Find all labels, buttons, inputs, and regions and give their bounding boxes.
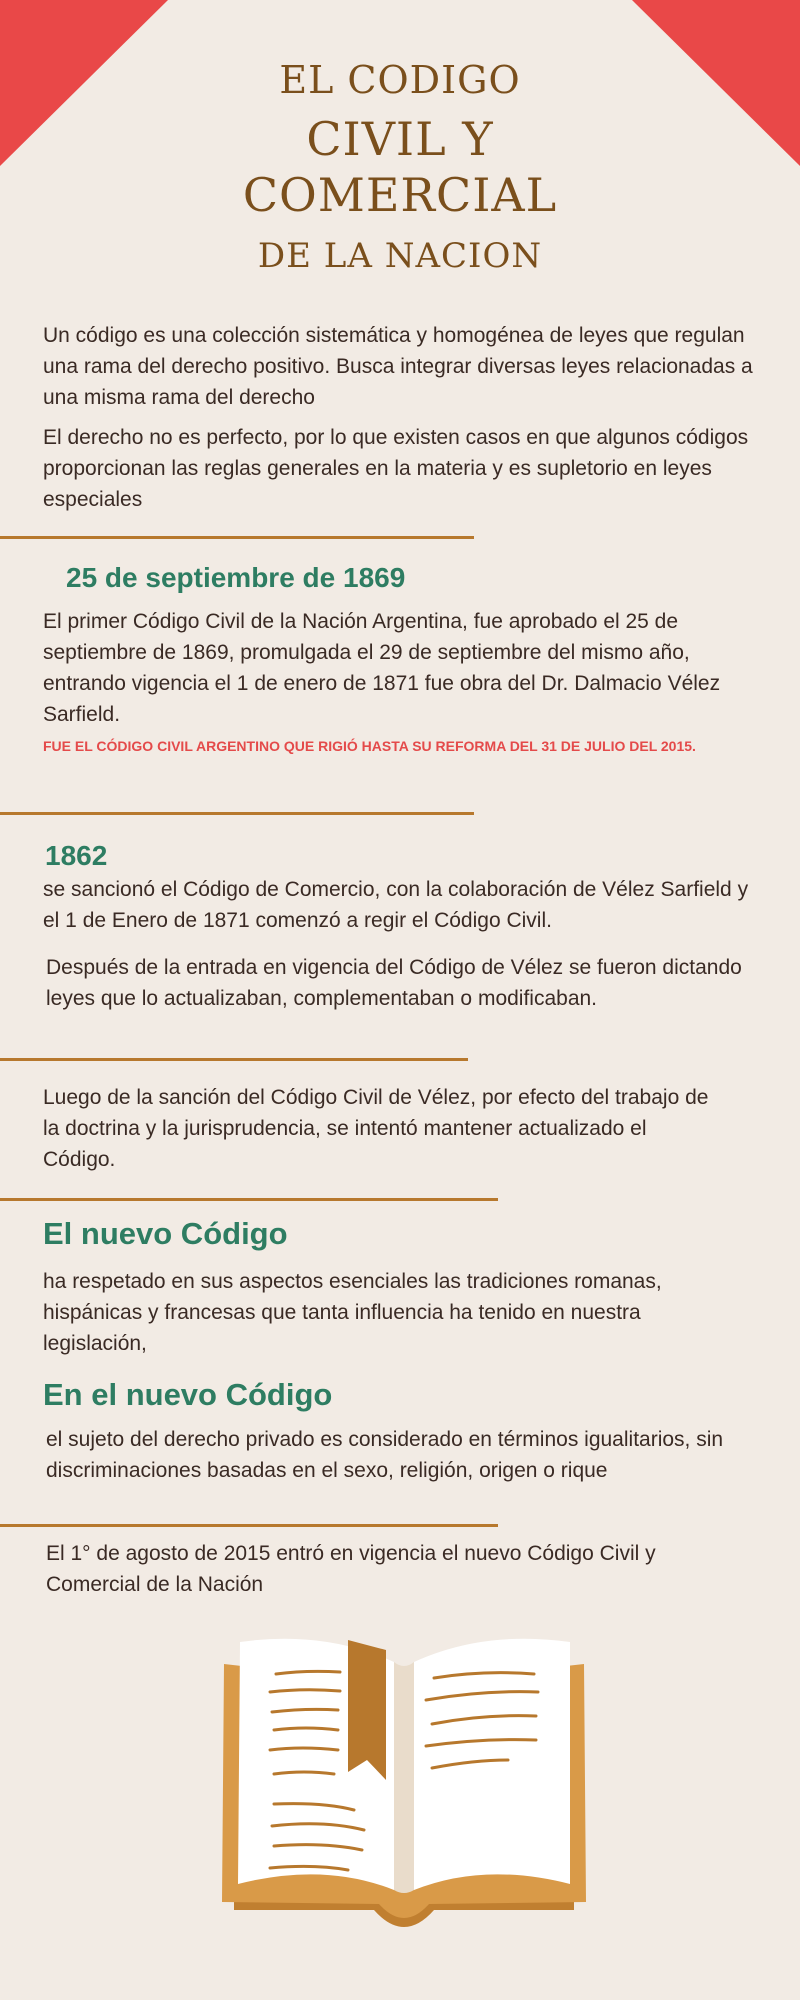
section-1862-body-2: Después de la entrada en vigencia del Código de Vélez se fueron dictando leyes que lo actualizaban, complementaban o modificaban.	[46, 956, 742, 1010]
section-heading-in-new-code: En el nuevo Código	[43, 1377, 333, 1412]
title-line-2: CIVIL Y	[306, 112, 494, 166]
divider	[0, 812, 474, 815]
in-new-code-body: el sujeto del derecho privado es considerado en términos igualitarios, sin discriminaciones basadas en el sexo, religión, origen o rique	[46, 1428, 724, 1482]
section-heading-new-code: El nuevo Código	[43, 1216, 288, 1251]
closing-paragraph: El 1° de agosto de 2015 entró en vigencia el nuevo Código Civil y Comercial de la Nación	[46, 1542, 656, 1596]
section-1869-body: El primer Código Civil de la Nación Argentina, fue aprobado el 25 de septiembre de 1869, promulgada el 29 de septiembre del mismo año, entrando vigencia el 1 de enero de 1871 fue obra del Dr. Dalmacio Vélez Sarfield.	[43, 610, 721, 726]
title-line-3: COMERCIAL	[242, 168, 558, 222]
intro-paragraph-2: El derecho no es perfecto, por lo que existen casos en que algunos códigos proporcionan las reglas generales en la materia y es supletorio en leyes especiales	[43, 426, 749, 511]
new-code-body: ha respetado en sus aspectos esenciales las tradiciones romanas, hispánicas y francesas que tanta influencia ha tenido en nuestra legislación,	[43, 1270, 662, 1355]
open-book-icon	[214, 1634, 594, 1944]
section-1862-body: se sancionó el Código de Comercio, con la colaboración de Vélez Sarfield y el 1 de Enero de 1871 comenzó a regir el Código Civil.	[43, 878, 749, 932]
title-line-1: EL CODIGO	[279, 58, 521, 102]
divider	[0, 1058, 468, 1061]
divider	[0, 1198, 498, 1201]
divider	[0, 536, 474, 539]
section-1869-note: FUE EL CÓDIGO CIVIL ARGENTINO QUE RIGIÓ HASTA SU REFORMA DEL 31 DE JULIO DEL 2015.	[43, 738, 696, 754]
update-paragraph: Luego de la sanción del Código Civil de Vélez, por efecto del trabajo de la doctrina y la jurisprudencia, se intentó mantener actualizado el Código.	[43, 1086, 709, 1171]
intro-paragraph-1: Un código es una colección sistemática y homogénea de leyes que regulan una rama del derecho positivo. Busca integrar diversas leyes relacionadas a una misma rama del derecho	[43, 324, 753, 409]
title-line-4: DE LA NACION	[257, 236, 543, 276]
divider	[0, 1524, 498, 1527]
section-heading-1869: 25 de septiembre de 1869	[66, 562, 406, 593]
section-heading-1862: 1862	[45, 840, 108, 871]
